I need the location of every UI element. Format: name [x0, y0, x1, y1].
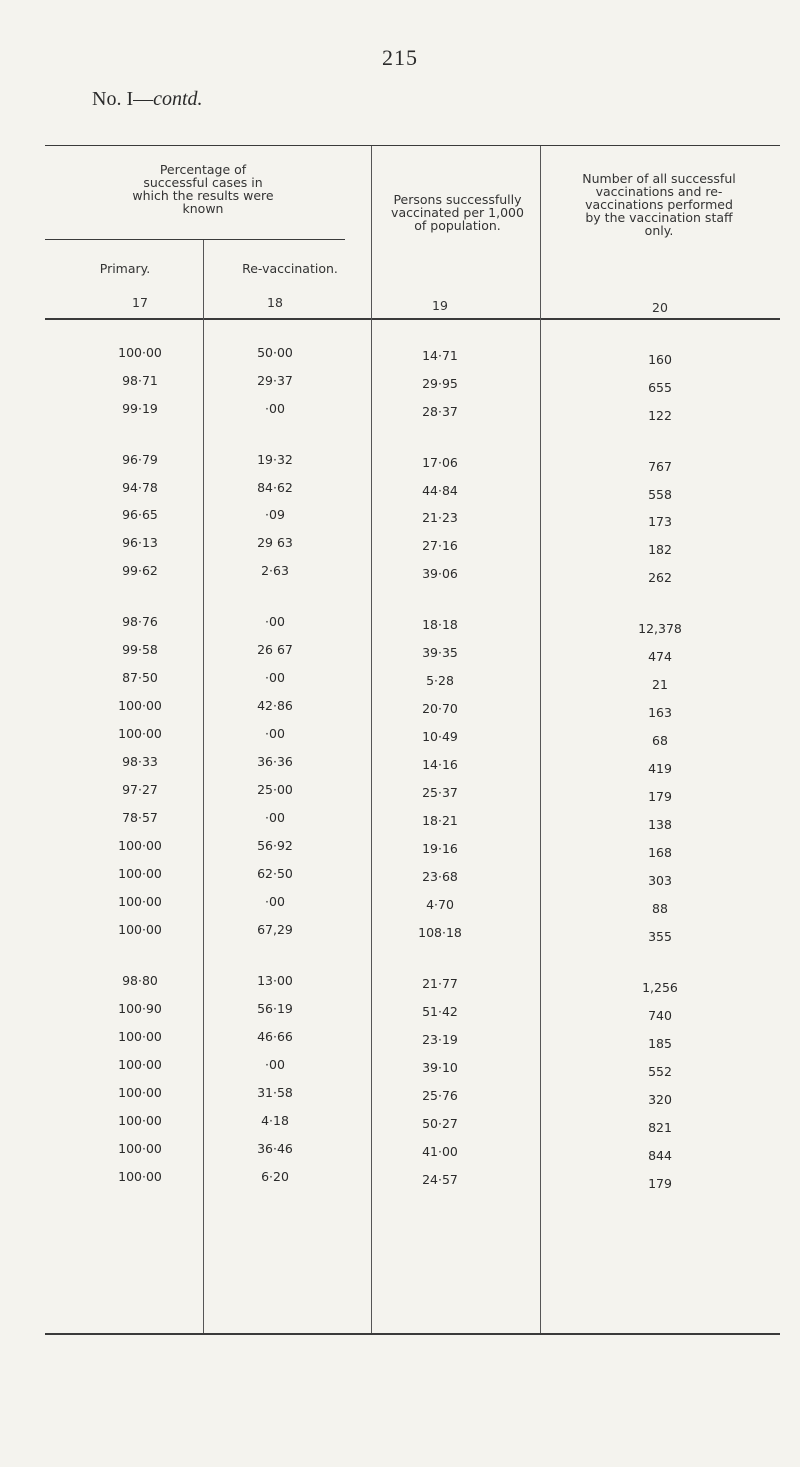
revaccination-cell: ·00: [265, 726, 285, 741]
persons-per-1000-cell: 50·27: [422, 1116, 458, 1131]
table-row: [0, 866, 800, 886]
total-vaccinations-cell: 179: [648, 1176, 672, 1191]
primary-cell: 100·00: [118, 698, 162, 713]
persons-per-1000-cell: 21·23: [422, 510, 458, 525]
header-number: Number of all successful vaccinations and re-vaccinations performed by the vaccination staff only.: [582, 171, 736, 238]
persons-per-1000-cell: 41·00: [422, 1144, 458, 1159]
column-number-18: 18: [267, 295, 283, 310]
total-vaccinations-cell: 1,256: [642, 980, 678, 995]
persons-per-1000-cell: 20·70: [422, 701, 458, 716]
header-revaccination: Re-vaccination.: [242, 261, 338, 276]
table-row: [0, 810, 800, 830]
table-row: [0, 1057, 800, 1077]
persons-per-1000-cell: 23·68: [422, 869, 458, 884]
revaccination-cell: 19·32: [257, 452, 293, 467]
revaccination-cell: 13·00: [257, 973, 293, 988]
primary-cell: 98·33: [122, 754, 158, 769]
persons-per-1000-cell: 39·10: [422, 1060, 458, 1075]
persons-per-1000-cell: 14·16: [422, 757, 458, 772]
table-row: [0, 563, 800, 583]
persons-per-1000-cell: 39·06: [422, 566, 458, 581]
revaccination-cell: 36·46: [257, 1141, 293, 1156]
table-row: [0, 373, 800, 393]
primary-cell: 100·00: [118, 1029, 162, 1044]
total-vaccinations-cell: 182: [648, 542, 672, 557]
running-head-prefix: No. I—: [92, 88, 154, 110]
primary-cell: 96·65: [122, 507, 158, 522]
total-vaccinations-cell: 262: [648, 570, 672, 585]
revaccination-cell: 36·36: [257, 754, 293, 769]
total-vaccinations-cell: 821: [648, 1120, 672, 1135]
table-row: [0, 642, 800, 662]
primary-cell: 100·00: [118, 922, 162, 937]
header-primary: Primary.: [99, 261, 151, 276]
total-vaccinations-cell: 767: [648, 459, 672, 474]
total-vaccinations-cell: 474: [648, 649, 672, 664]
primary-cell: 100·00: [118, 1085, 162, 1100]
total-vaccinations-cell: 844: [648, 1148, 672, 1163]
column-number-19: 19: [432, 298, 448, 313]
persons-per-1000-cell: 23·19: [422, 1032, 458, 1047]
total-vaccinations-cell: 12,378: [638, 621, 682, 636]
persons-per-1000-cell: 4·70: [426, 897, 454, 912]
primary-cell: 98·71: [122, 373, 158, 388]
revaccination-cell: 25·00: [257, 782, 293, 797]
persons-per-1000-cell: 21·77: [422, 976, 458, 991]
primary-cell: 100·00: [118, 1113, 162, 1128]
primary-cell: 100·90: [118, 1001, 162, 1016]
primary-cell: 96·79: [122, 452, 158, 467]
total-vaccinations-cell: 552: [648, 1064, 672, 1079]
table-row: [0, 894, 800, 914]
persons-per-1000-cell: 39·35: [422, 645, 458, 660]
total-vaccinations-cell: 655: [648, 380, 672, 395]
revaccination-cell: 84·62: [257, 480, 293, 495]
table-row: [0, 726, 800, 746]
table-row: [0, 614, 800, 634]
revaccination-cell: 56·92: [257, 838, 293, 853]
persons-per-1000-cell: 14·71: [422, 348, 458, 363]
table-row: [0, 507, 800, 527]
persons-per-1000-cell: 18·21: [422, 813, 458, 828]
persons-per-1000-cell: 51·42: [422, 1004, 458, 1019]
total-vaccinations-cell: 320: [648, 1092, 672, 1107]
revaccination-cell: 29 63: [257, 535, 293, 550]
column-number-20: 20: [652, 300, 668, 315]
revaccination-cell: ·00: [265, 1057, 285, 1072]
persons-per-1000-cell: 28·37: [422, 404, 458, 419]
persons-per-1000-cell: 27·16: [422, 538, 458, 553]
table-row: [0, 1029, 800, 1049]
total-vaccinations-cell: 88: [652, 901, 668, 916]
primary-cell: 98·76: [122, 614, 158, 629]
primary-cell: 97·27: [122, 782, 158, 797]
table-row: [0, 535, 800, 555]
revaccination-cell: 29·37: [257, 373, 293, 388]
header-persons: Persons successfully vaccinated per 1,000 of population.: [391, 192, 524, 233]
table-row: [0, 922, 800, 942]
revaccination-cell: ·00: [265, 894, 285, 909]
table-row: [0, 838, 800, 858]
total-vaccinations-cell: 163: [648, 705, 672, 720]
revaccination-cell: ·09: [265, 507, 285, 522]
revaccination-cell: 2·63: [261, 563, 289, 578]
total-vaccinations-cell: 179: [648, 789, 672, 804]
primary-cell: 99·58: [122, 642, 158, 657]
revaccination-cell: 42·86: [257, 698, 293, 713]
primary-cell: 98·80: [122, 973, 158, 988]
persons-per-1000-cell: 24·57: [422, 1172, 458, 1187]
total-vaccinations-cell: 185: [648, 1036, 672, 1051]
total-vaccinations-cell: 740: [648, 1008, 672, 1023]
table-row: [0, 1085, 800, 1105]
revaccination-cell: ·00: [265, 670, 285, 685]
persons-per-1000-cell: 18·18: [422, 617, 458, 632]
table-row: [0, 345, 800, 365]
table-row: [0, 973, 800, 993]
persons-per-1000-cell: 44·84: [422, 483, 458, 498]
table-row: [0, 754, 800, 774]
primary-cell: 100·00: [118, 1169, 162, 1184]
total-vaccinations-cell: 168: [648, 845, 672, 860]
page-number: 215: [382, 45, 418, 70]
revaccination-cell: 62·50: [257, 866, 293, 881]
persons-per-1000-cell: 5·28: [426, 673, 454, 688]
revaccination-cell: 50·00: [257, 345, 293, 360]
revaccination-cell: ·00: [265, 810, 285, 825]
primary-cell: 99·62: [122, 563, 158, 578]
revaccination-cell: 46·66: [257, 1029, 293, 1044]
persons-per-1000-cell: 19·16: [422, 841, 458, 856]
table-row: [0, 480, 800, 500]
table-row: [0, 1169, 800, 1189]
revaccination-cell: 4·18: [261, 1113, 289, 1128]
primary-cell: 100·00: [118, 866, 162, 881]
revaccination-cell: 56·19: [257, 1001, 293, 1016]
revaccination-cell: 31·58: [257, 1085, 293, 1100]
total-vaccinations-cell: 68: [652, 733, 668, 748]
table-row: [0, 670, 800, 690]
persons-per-1000-cell: 17·06: [422, 455, 458, 470]
primary-cell: 78·57: [122, 810, 158, 825]
primary-cell: 94·78: [122, 480, 158, 495]
total-vaccinations-cell: 355: [648, 929, 672, 944]
revaccination-cell: ·00: [265, 614, 285, 629]
table-row: [0, 698, 800, 718]
primary-cell: 99·19: [122, 401, 158, 416]
table-row: [0, 1113, 800, 1133]
primary-cell: 100·00: [118, 894, 162, 909]
column-number-17: 17: [132, 295, 148, 310]
total-vaccinations-cell: 21: [652, 677, 668, 692]
primary-cell: 100·00: [118, 1057, 162, 1072]
revaccination-cell: ·00: [265, 401, 285, 416]
total-vaccinations-cell: 122: [648, 408, 672, 423]
primary-cell: 100·00: [118, 1141, 162, 1156]
revaccination-cell: 67,29: [257, 922, 293, 937]
primary-cell: 100·00: [118, 345, 162, 360]
persons-per-1000-cell: 25·37: [422, 785, 458, 800]
header-percentage-group: Percentage of successful cases in which the results were known: [132, 162, 274, 216]
persons-per-1000-cell: 10·49: [422, 729, 458, 744]
total-vaccinations-cell: 303: [648, 873, 672, 888]
primary-cell: 100·00: [118, 838, 162, 853]
total-vaccinations-cell: 138: [648, 817, 672, 832]
total-vaccinations-cell: 160: [648, 352, 672, 367]
total-vaccinations-cell: 419: [648, 761, 672, 776]
persons-per-1000-cell: 25·76: [422, 1088, 458, 1103]
revaccination-cell: 6·20: [261, 1169, 289, 1184]
primary-cell: 96·13: [122, 535, 158, 550]
total-vaccinations-cell: 558: [648, 487, 672, 502]
primary-cell: 87·50: [122, 670, 158, 685]
total-vaccinations-cell: 173: [648, 514, 672, 529]
table-row: [0, 1001, 800, 1021]
table-row: [0, 1141, 800, 1161]
persons-per-1000-cell: 29·95: [422, 376, 458, 391]
running-head-contd: contd.: [153, 88, 203, 110]
persons-per-1000-cell: 108·18: [418, 925, 462, 940]
table-row: [0, 401, 800, 421]
revaccination-cell: 26 67: [257, 642, 293, 657]
primary-cell: 100·00: [118, 726, 162, 741]
table-row: [0, 782, 800, 802]
table-row: [0, 452, 800, 472]
